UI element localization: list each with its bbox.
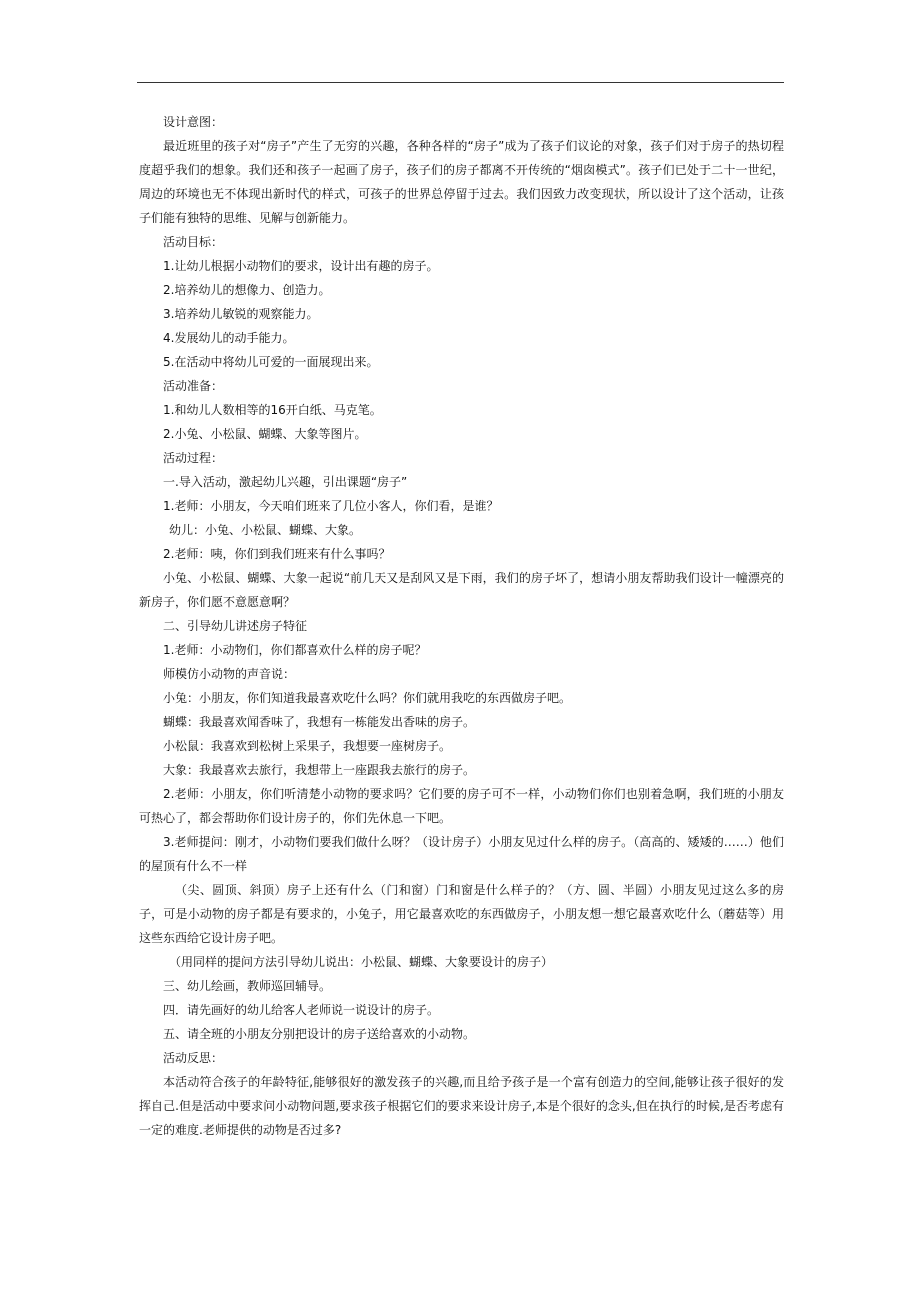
process-line: 师模仿小动物的声音说： (163, 667, 296, 681)
process-section-4: 四．请先画好的幼儿给客人老师说一说设计的房子。 (163, 1003, 440, 1017)
process-section-5: 五、请全班的小朋友分别把设计的房子送给喜欢的小动物。 (163, 1027, 476, 1041)
goal-item-1: 1.让幼儿根据小动物们的要求，设计出有趣的房子。 (163, 259, 439, 273)
process-line: 小松鼠：我喜欢到松树上采果子，我想要一座树房子。 (163, 739, 452, 753)
paragraph-design-intent: 最近班里的孩子对“房子”产生了无穷的兴趣，各种各样的“房子”成为了孩子们议论的对象，孩子们对于房子的热切程度超乎我们的想象。我们还和孩子一起画了房子，孩子们的房子都离不开传统的“烟囱模式”。孩子们已处于二十一世纪，周边的环境也无不体现出新时代的样式，可孩子的世界总停留于过去。我们因致力改变现状，所以设计了这个活动，让孩子们能有独特的思维、见解与创新能力。 (139, 139, 784, 225)
heading-activity-goals: 活动目标： (163, 235, 224, 249)
process-paragraph: 小兔、小松鼠、蝴蝶、大象一起说“前几天又是刮风又是下雨，我们的房子坏了，想请小朋友帮助我们设计一幢漂亮的新房子，你们愿不意愿意啊？ (139, 571, 784, 609)
process-section-2: 二、引导幼儿讲述房子特征 (163, 619, 308, 633)
prep-item-1: 1.和幼儿人数相等的16开白纸、马克笔。 (163, 403, 382, 417)
paragraph-reflection: 本活动符合孩子的年龄特征,能够很好的激发孩子的兴趣,而且给予孩子是一个富有创造力的空间,能够让孩子很好的发挥自己.但是活动中要求问小动物问题,要求孩子根据它们的要求来设计房子,本是个很好的念头,但在执行的时候,是否考虑有一定的难度.老师提供的动物是否过多? (139, 1075, 784, 1137)
goal-item-5: 5.在活动中将幼儿可爱的一面展现出来。 (163, 355, 379, 369)
process-line: 1.老师：小动物们，你们都喜欢什么样的房子呢？ (163, 643, 427, 657)
heading-activity-reflection: 活动反思： (163, 1051, 224, 1065)
process-paragraph: 2.老师：小朋友，你们听清楚小动物的要求吗？它们要的房子可不一样，小动物们你们也别着急啊，我们班的小朋友可热心了，都会帮助你们设计房子的，你们先休息一下吧。 (139, 787, 784, 825)
heading-activity-prep: 活动准备： (163, 379, 224, 393)
process-paragraph: （尖、圆顶、斜顶）房子上还有什么（门和窗）门和窗是什么样子的？（方、圆、半圆）小朋友见过这么多的房子，可是小动物的房子都是有要求的，小兔子，用它最喜欢吃的东西做房子，小朋友想一想它最喜欢吃什么（蘑菇等）用这些东西给它设计房子吧。 (139, 883, 784, 945)
heading-design-intent: 设计意图： (163, 115, 224, 129)
process-line: 大象：我最喜欢去旅行，我想带上一座跟我去旅行的房子。 (163, 763, 476, 777)
process-line: 蝴蝶：我最喜欢闻香味了，我想有一栋能发出香味的房子。 (163, 715, 476, 729)
goal-item-3: 3.培养幼儿敏锐的观察能力。 (163, 307, 319, 321)
document-body (139, 110, 784, 1142)
process-line: 2.老师：咦，你们到我们班来有什么事吗？ (163, 547, 391, 561)
process-line: （用同样的提问方法引导幼儿说出：小松鼠、蝴蝶、大象要设计的房子） (169, 955, 554, 969)
goal-item-4: 4.发展幼儿的动手能力。 (163, 331, 295, 345)
process-line: 幼儿：小兔、小松鼠、蝴蝶、大象。 (169, 523, 362, 537)
heading-activity-process: 活动过程： (163, 451, 224, 465)
process-line: 小兔：小朋友，你们知道我最喜欢吃什么吗？你们就用我吃的东西做房子吧。 (163, 691, 572, 705)
process-line: 1.老师：小朋友，今天咱们班来了几位小客人，你们看，是谁？ (163, 499, 499, 513)
prep-item-2: 2.小兔、小松鼠、蝴蝶、大象等图片。 (163, 427, 367, 441)
process-section-3: 三、幼儿绘画，教师巡回辅导。 (163, 979, 332, 993)
process-section-1: 一.导入活动，激起幼儿兴趣，引出课题“房子” (163, 475, 408, 489)
header-rule (137, 82, 784, 83)
goal-item-2: 2.培养幼儿的想像力、创造力。 (163, 283, 331, 297)
process-paragraph: 3.老师提问：刚才，小动物们要我们做什么呀？（设计房子）小朋友见过什么样的房子。（高高的、矮矮的……）他们的屋顶有什么不一样 (139, 835, 784, 873)
